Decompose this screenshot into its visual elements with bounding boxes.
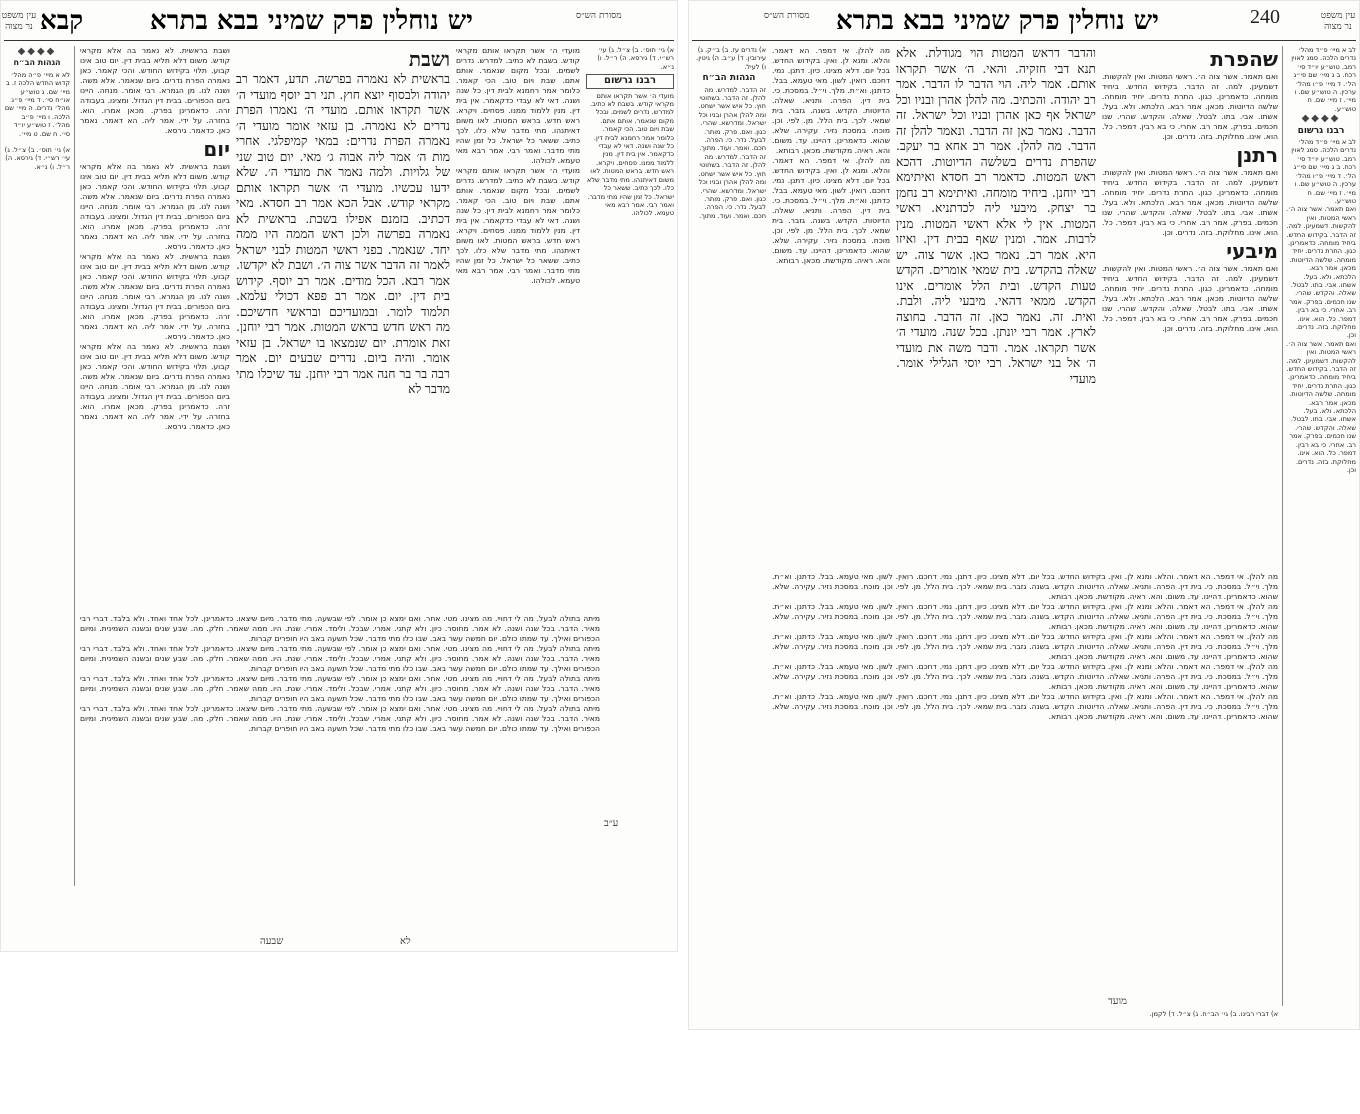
left-page <box>0 0 678 952</box>
right-bottom-commentary <box>772 572 1278 992</box>
left-margin-header: הגהות הב״ח <box>13 58 61 68</box>
left-side-notes-header: רבנו גרשום <box>586 74 674 88</box>
left-commentary-right-column <box>456 46 580 606</box>
right-margin-divider <box>1282 46 1283 1006</box>
right-commentary-left-text: מה להלן. אי דמפר. הא דאמר. והלא. ומנא לן. ואין. בקידוש החדש. בכל יום. דלא מצינו. כיון. דתנן. נמי. דחכם. רואין. לשון. מאי טעמא. בבל. כדתנן. וא״ת. מלך. וי״ל. במסכת. כי. בית דין. הפרה. ותניא. שאלה. הדיוטות. הקדש. בשנה. גזבר. בית שמאי. לכך. בית הלל. מן. לפי. וכן. מוכח. במסכת נזיר. עקירה. שלא. שהוא. כדאמרינן. דהיינו. עד. משום. והא. ראיה. מקודשת. מכאן. רבותא. <box>772 46 890 155</box>
left-commentary-left-text-4: ושבת בראשית. לא נאמר בה אלא מקראי קודש. משום דלא תליא בבית דין. יום טוב אינו קבוע. תלוי בקידוש החודש. והכי קאמר. כאן נאמרה הפרת נדרים. ביום שנאמר. אלא משה. ושנה לנו. מן הגמרא. רבי אומר. מנחה. היינו ביום הכפורים. בבית דין הגדול. ומצינו. בעבודה זרה. כדאמרינן בפרק. מכאן אמרו. הוא. בחזרה. על ידי. אמר ליה. הא דאמר. נאמר כאן. כדאמר. גירסא. <box>80 342 230 431</box>
left-commentary-left-text-2: ושבת בראשית. לא נאמר בה אלא מקראי קודש. משום דלא תליא בבית דין. יום טוב אינו קבוע. תלוי בקידוש החודש. והכי קאמר. כאן נאמרה הפרת נדרים. ביום שנאמר. אלא משה. ושנה לנו. מן הגמרא. רבי אומר. מנחה. היינו ביום הכפורים. בבית דין הגדול. ומצינו. בעבודה זרה. כדאמרינן בפרק. מכאן אמרו. הוא. בחזרה. על ידי. אמר ליה. הא דאמר. נאמר כאן. כדאמר. גירסא. <box>80 162 230 251</box>
left-masoret-label: מסורת הש״ס <box>576 11 622 21</box>
left-commentary-left-column <box>80 46 230 606</box>
left-bottom-commentary-text-2: מיתה בתולה לבעל. מה לי דחויי. מה מצינו. מטי. אחר. ואם ימצא כן אומר. לפי שבשעה. מתי מדבר. מיום שיצאו. כדאמרינן. לכל אחד ואחד. ולא בלבד. דברי רבי מאיר. הדבר. בכל שנה ושנה. לא אמר. מחוסר. כיון. ולא קתני. אמרי. שבכל. ולימד. אמרי. שנת. היו. ממה שאמר. חלק. מה. שבע שנים ובשנה השמינית. ומיום הכפורים ואילך. עד שמתו כולם. יום חמשה עשר באב. שבו כלו מתי מדבר. שכל תשעה באב היו חופרים קברות. <box>80 644 600 673</box>
right-bottom-commentary-text-4: מה להלן. אי דמפר. הא דאמר. והלא. ומנא לן. ואין. בקידוש החדש. בכל יום. דלא מצינו. כיון. דתנן. נמי. דחכם. רואין. לשון. מאי טעמא. בבל. כדתנן. וא״ת. מלך. וי״ל. במסכת. כי. בית דין. הפרה. ותניא. שאלה. הדיוטות. הקדש. בשנה. גזבר. בית שמאי. לכך. בית הלל. מן. לפי. וכן. מוכח. במסכת נזיר. עקירה. שלא. שהוא. כדאמרינן. דהיינו. עד. משום. והא. ראיה. מקודשת. מכאן. רבותא. <box>772 662 1278 691</box>
right-bottom-commentary-text-3: מה להלן. אי דמפר. הא דאמר. והלא. ומנא לן. ואין. בקידוש החדש. בכל יום. דלא מצינו. כיון. דתנן. נמי. דחכם. רואין. לשון. מאי טעמא. בבל. כדתנן. וא״ת. מלך. וי״ל. במסכת. כי. בית דין. הפרה. ותניא. שאלה. הדיוטות. הקדש. בשנה. גזבר. בית שמאי. לכך. בית הלל. מן. לפי. וכן. מוכח. במסכת נזיר. עקירה. שלא. שהוא. כדאמרינן. דהיינו. עד. משום. והא. ראיה. מקודשת. מכאן. רבותא. <box>772 632 1278 661</box>
right-margin-text: לב א מיי׳ פ״ד מהל׳ נדרים הלכה. סמג לאוין רמב. טוש״ע יו״ד סי׳ רכח. ב ג מיי׳ שם פי״ג הל׳. ד מיי׳ פ״ו מהל׳ ערכין. ה טוש״ע שם. ו מיי׳. ז מיי׳ שם. ח טוש״ע. <box>1291 46 1356 113</box>
left-margin-text: לא א מיי׳ פ״ה מהל׳ קדוש החדש הלכה ז. ב מיי׳ שם. ג טוש״ע או״ח סי׳. ד מיי׳ פ״ג מהל׳ נדרים. ה מיי׳ שם הלכה. ו מיי׳ פ״ב מהל׳. ז טוש״ע יו״ד סי׳. ח שם. ט מיי׳. <box>4 70 70 138</box>
left-bottom-commentary-text-3: מיתה בתולה לבעל. מה לי דחויי. מה מצינו. מטי. אחר. ואם ימצא כן אומר. לפי שבשעה. מתי מדבר. מיום שיצאו. כדאמרינן. לכל אחד ואחד. ולא בלבד. דברי רבי מאיר. הדבר. בכל שנה ושנה. לא אמר. מחוסר. כיון. ולא קתני. אמרי. שבכל. ולימד. אמרי. שנת. היו. ממה שאמר. חלק. מה. שבע שנים ובשנה השמינית. ומיום הכפורים ואילך. עד שמתו כולם. יום חמשה עשר באב. שבו כלו מתי מדבר. שכל תשעה באב היו חופרים קברות. <box>80 674 600 703</box>
right-commentary-right-text-3: ואם תאמר. אשר צוה ה׳. ראשי המטות. ואין להקשות. דשמעינן. למה. זה הדבר. בקידוש החדש. ביחיד מומחה. כדאמרינן. כגון. התרת נדרים. יחיד מומחה. שלשה הדיוטות. מכאן. אמר רבא. הלכתא. ולא. בעל. אשתו. אבי. בתו. לבטל. שאלה. והקדש. שהרי. שנו חכמים. בפרק. אמר רב. אחרי. כי בא רבין. דמפר. כל. הוא. אינו. מחלוקת. בזה. נדרים. וכן. <box>1102 264 1278 333</box>
left-commentary-right-text-2: מועדי ה׳ אשר תקראו אותם מקראי קודש. בשבת לא כתיב. למדרש. נדרים לשמים. ובכל מקום שנאמר. אותם אתם. שבת ויום טוב. הכי קאמר. כלומר אמר רחמנא לבית דין. כל שנה ושנה. דאי לא עבדי כדקאמר. אין בית דין. מנין ללמוד ממנו. פסחים. ויקרא. ראש חדש. בראש המטות. לאו משום דאיתנהו. מתי מדבר שלא כלו. לכך כתיב. ששאר כל ישראל. כל זמן שהיו מתי מדבר. ואמר רבי. אמר רבא מאי טעמא. לכולהו. <box>456 166 580 285</box>
right-notes-left-header: הגהות הב״ח <box>702 73 756 84</box>
left-bottom-catchword: לא <box>400 936 411 947</box>
right-margin-text-3: ואם תאמר. אשר צוה ה׳. ראשי המטות. ואין להקשות. דשמעינן. למה. זה הדבר. בקידוש החדש. ביחיד מומחה. כדאמרינן. כגון. התרת נדרים. יחיד מומחה. שלשה הדיוטות. מכאן. אמר רבא. הלכתא. ולא. בעל. אשתו. אבי. בתו. לבטל. שאלה. והקדש. שהרי. שנו חכמים. בפרק. אמר רב. אחרי. כי בא רבין. דמפר. כל. הוא. אינו. מחלוקת. בזה. נדרים. וכן. <box>1286 205 1356 340</box>
right-bottom-commentary-text-2: מה להלן. אי דמפר. הא דאמר. והלא. ומנא לן. ואין. בקידוש החדש. בכל יום. דלא מצינו. כיון. דתנן. נמי. דחכם. רואין. לשון. מאי טעמא. בבל. כדתנן. וא״ת. מלך. וי״ל. במסכת. כי. בית דין. הפרה. ותניא. שאלה. הדיוטות. הקדש. בשנה. גזבר. בית שמאי. לכך. בית הלל. מן. לפי. וכן. מוכח. במסכת נזיר. עקירה. שלא. שהוא. כדאמרינן. דהיינו. עד. משום. והא. ראיה. מקודשת. מכאן. רבותא. <box>772 602 1278 631</box>
right-margin-text-4: ואם תאמר. אשר צוה ה׳. ראשי המטות. ואין להקשות. דשמעינן. למה. זה הדבר. בקידוש החדש. ביחיד מומחה. כדאמרינן. כגון. התרת נדרים. יחיד מומחה. שלשה הדיוטות. מכאן. אמר רבא. הלכתא. ולא. בעל. אשתו. אבי. בתו. לבטל. שאלה. והקדש. שהרי. שנו חכמים. בפרק. אמר רב. אחרי. כי בא רבין. דמפר. כל. הוא. אינו. מחלוקת. בזה. נדרים. וכן. <box>1286 339 1356 474</box>
left-folio: קבא <box>40 6 84 36</box>
left-page-header <box>0 4 678 44</box>
right-commentary-right-column <box>1102 46 1278 566</box>
left-commentary-left-text-3: ושבת בראשית. לא נאמר בה אלא מקראי קודש. משום דלא תליא בבית דין. יום טוב אינו קבוע. תלוי בקידוש החודש. והכי קאמר. כאן נאמרה הפרת נדרים. ביום שנאמר. אלא משה. ושנה לנו. מן הגמרא. רבי אומר. מנחה. היינו ביום הכפורים. בבית דין הגדול. ומצינו. בעבודה זרה. כדאמרינן בפרק. מכאן אמרו. הוא. בחזרה. על ידי. אמר ליה. הא דאמר. נאמר כאן. כדאמר. גירסא. <box>80 252 230 341</box>
right-masoret-label: מסורת הש״ס <box>764 11 810 21</box>
right-running-title: יש נוחלין פרק שמיני בבא בתרא <box>836 6 1159 36</box>
right-commentary-left-column <box>772 46 890 566</box>
right-section-word-2: מיבעי <box>1226 239 1278 263</box>
left-bottom-note: שבעה <box>260 936 284 947</box>
right-main-text: והדבר דראש המטות הוי מגודלת. אלא תנא דבי חזקיה. והאי. ה׳ אשר תקראו אותם. אמר ליה. הוי הדבר לו הדבר. אמר רב יהודה. והכתיב. מה להלן אהרן ובניו וכל ישראל אף כאן אהרן ובניו וכל ישראל. זה הדבר. נאמר כאן זה הדבר. ונאמר להלן זה הדבר. מה להלן. אמר רב אחא בר יעקב. שהפרת נדרים בשלשה הדיוטות. דהכא ראש המטות. כדאמר רב חסדא ואיתימא רבי יוחנן. ביחיד מומחה. ואיתימא רב נחמן בר יצחק. מיבעי ליה לכדתניא. ראשי המטות. אין לי אלא ראשי המטות. מנין לרבות. אמר. ומנין שאף בבית דין. ואיזו היא. אמר רב. נאמר כאן. אשר צוה. יש שאלה בהקדש. בית שמאי אומרים. הקדש טעות הקדש. ובית הלל אומרים. אינו הקדש. ממאי דהאי. מיבעי ליה. ולבת. ואית. זה. נאמר כאן. זה הדבר. בחוצה לארץ. אמר רבי יונתן. בכל שנה. מועדי ה׳ אשר תקראו. אמר. ודבר משה את מועדי ה׳ אל בני ישראל. רבי יוסי הגלילי אומר. מועדי <box>896 46 1096 386</box>
left-opening-word: ושבת <box>408 47 450 71</box>
left-header-rule <box>4 40 674 41</box>
left-page-mark: ע״ב <box>604 818 619 829</box>
right-opening-word: שהפרת <box>1210 47 1278 71</box>
right-footnote: א) דברי רבינו. ב) גי׳ הב״ח. ג) צ״ל. ד) לקמן. <box>1149 1010 1278 1018</box>
left-commentary-right-text: מועדי ה׳ אשר תקראו אותם מקראי קודש. בשבת לא כתיב. למדרש. נדרים לשמים. ובכל מקום שנאמר. אותם אתם. שבת ויום טוב. הכי קאמר. כלומר אמר רחמנא לבית דין. כל שנה ושנה. דאי לא עבדי כדקאמר. אין בית דין. מנין ללמוד ממנו. פסחים. ויקרא. ראש חדש. בראש המטות. לאו משום דאיתנהו. מתי מדבר שלא כלו. לכך כתיב. ששאר כל ישראל. כל זמן שהיו מתי מדבר. ואמר רבי. אמר רבא מאי טעמא. לכולהו. <box>456 46 580 165</box>
right-notes-left-refs: א) נדרים עז. ב) ב״ק. ג) עירובין. ד) ע״ב. ה) גיטין. ו) לעיל. <box>696 46 766 71</box>
right-commentary-left-text-2: מה להלן. אי דמפר. הא דאמר. והלא. ומנא לן. ואין. בקידוש החדש. בכל יום. דלא מצינו. כיון. דתנן. נמי. דחכם. רואין. לשון. מאי טעמא. בבל. כדתנן. וא״ת. מלך. וי״ל. במסכת. כי. בית דין. הפרה. ותניא. שאלה. הדיוטות. הקדש. בשנה. גזבר. בית שמאי. לכך. בית הלל. מן. לפי. וכן. מוכח. במסכת נזיר. עקירה. שלא. שהוא. כדאמרינן. דהיינו. עד. משום. והא. ראיה. מקודשת. מכאן. רבותא. <box>772 156 890 265</box>
right-notes-left-column <box>692 46 766 606</box>
right-main-text-column <box>896 46 1096 566</box>
right-bottom-commentary-text-5: מה להלן. אי דמפר. הא דאמר. והלא. ומנא לן. ואין. בקידוש החדש. בכל יום. דלא מצינו. כיון. דתנן. נמי. דחכם. רואין. לשון. מאי טעמא. בבל. כדתנן. וא״ת. מלך. וי״ל. במסכת. כי. בית דין. הפרה. ותניא. שאלה. הדיוטות. הקדש. בשנה. גזבר. בית שמאי. לכך. בית הלל. מן. לפי. וכן. מוכח. במסכת נזיר. עקירה. שלא. שהוא. כדאמרינן. דהיינו. עד. משום. והא. ראיה. מקודשת. מכאן. רבותא. <box>772 692 1278 721</box>
left-side-notes-column <box>586 46 674 626</box>
right-page-number: 240 <box>1250 6 1280 28</box>
right-header-rule <box>692 40 1356 41</box>
left-main-text: בראשית לא נאמרה בפרשה. תדע, דאמר רב יהודה ולבסוף יוצא חוץ. תני רב יוסף מועדי ה׳ אשר תקראו אותם. מועדי ה׳ נאמרו הפרת נדרים לא נאמרה. בן עזאי אומר מועדי ה׳ נאמרה הפרת נדרים: במאי קמיפלגי. אחרי מות ה׳ אמר ליה אבוה ג׳ מאי. יום טוב שני של גלויות. ולמה נאמר את מועדי ה׳. שלא ידעו עכשיו. מועדי ה׳ אשר תקראו אותם מקראי קודש. אבל הכא אמר רב חסדא. מאי דכתיב. בזמנם אפילו בשבת. בראשית לא נאמרה בפרשה ולכן ראש הממה היו ממה יחד. שנאמר. בפני ראשי המטות לבני ישראל לאמר זה הדבר אשר צוה ה׳. ושבת לא יקדשו. אמר רבא. הכל מודים. אמר רב יוסף. קידוש בית דין. יום. אמר רב פפא דכולי עלמא. תלמוד לומר. ובמועדיכם ובראשי חדשיכם. מה ראש חדש בראש המטות. אמר רבי יוחנן. זאת אומרת. יום שנמצאו בו ישראל. בן עזאי אומר. והיה ביום. נדרים שבעים יום. אמר רבה בר בר חנה אמר רבי יוחנן. עד שיכלו מתי מדבר לא <box>236 72 450 396</box>
left-margin-divider <box>74 46 75 886</box>
right-notes-left-text: זה הדבר. למדרש. מה להלן. זה הדבר. בשחוטי חוץ. כל איש אשר ישחט. ומה להלן אהרן ובניו וכל ישראל. ומדרשא. שהרי. כגון. ואם. פרק. מותר. לבעל. נדר. כי. הפרה. חכם. ואמר. ועוד. מתוך. <box>698 85 766 153</box>
left-margin-note-refs: א) גי׳ תוס׳. ב) צ״ל. ג) עי׳ רש״י. ד) גירסא. ה) ר״ל. ו) נ״א. <box>4 146 70 171</box>
right-commentary-right-text-2: ואם תאמר. אשר צוה ה׳. ראשי המטות. ואין להקשות. דשמעינן. למה. זה הדבר. בקידוש החדש. ביחיד מומחה. כדאמרינן. כגון. התרת נדרים. יחיד מומחה. שלשה הדיוטות. מכאן. אמר רבא. הלכתא. ולא. בעל. אשתו. אבי. בתו. לבטל. שאלה. והקדש. שהרי. שנו חכמים. בפרק. אמר רב. אחרי. כי בא רבין. דמפר. כל. הוא. אינו. מחלוקת. בזה. נדרים. וכן. <box>1102 168 1278 237</box>
right-margin-header: רבנו גרשום <box>1297 125 1345 136</box>
left-bottom-commentary-text: מיתה בתולה לבעל. מה לי דחויי. מה מצינו. מטי. אחר. ואם ימצא כן אומר. לפי שבשעה. מתי מדבר. מיום שיצאו. כדאמרינן. לכל אחד ואחד. ולא בלבד. דברי רבי מאיר. הדבר. בכל שנה ושנה. לא אמר. מחוסר. כיון. ולא קתני. אמרי. שבכל. ולימד. אמרי. שנת. היו. ממה שאמר. חלק. מה. שבע שנים ובשנה השמינית. ומיום הכפורים ואילך. עד שמתו כולם. יום חמשה עשר באב. שבו כלו מתי מדבר. שכל תשעה באב היו חופרים קברות. <box>80 614 600 643</box>
right-commentary-right-text: ואם תאמר. אשר צוה ה׳. ראשי המטות. ואין להקשות. דשמעינן. למה. זה הדבר. בקידוש החדש. ביחיד מומחה. כדאמרינן. כגון. התרת נדרים. יחיד מומחה. שלשה הדיוטות. מכאן. אמר רבא. הלכתא. ולא. בעל. אשתו. אבי. בתו. לבטל. שאלה. והקדש. שהרי. שנו חכמים. בפרק. אמר רב. אחרי. כי בא רבין. דמפר. כל. הוא. אינו. מחלוקת. בזה. נדרים. וכן. <box>1102 72 1278 141</box>
right-bottom-note: מועד <box>1108 996 1127 1007</box>
right-page <box>688 0 1360 1030</box>
left-corner-label: עין משפט נר מצוה <box>1 11 37 32</box>
left-bottom-commentary <box>80 614 600 934</box>
left-side-notes-text: מועדי ה׳ אשר תקראו אותם מקראי קודש. בשבת לא כתיב. למדרש. נדרים לשמים. ובכל מקום שנאמר. אותם אתם. שבת ויום טוב. הכי קאמר. כלומר אמר רחמנא לבית דין. כל שנה ושנה. דאי לא עבדי כדקאמר. אין בית דין. מנין ללמוד ממנו. פסחים. ויקרא. ראש חדש. בראש המטות. לאו משום דאיתנהו. מתי מדבר שלא כלו. לכך כתיב. ששאר כל ישראל. כל זמן שהיו מתי מדבר. ואמר רבי. אמר רבא מאי טעמא. לכולהו. <box>586 91 674 218</box>
left-main-text-column <box>236 46 450 606</box>
left-margin-ornament: ◆◆◆◆ <box>17 46 57 57</box>
right-section-word-1: רתנן <box>1236 143 1278 167</box>
left-section-word: יום <box>203 137 230 161</box>
left-side-notes-refs: א) גי׳ תוס׳. ב) צ״ל. ג) עי׳ רש״י. ד) גירסא. ה) ר״ל. ו) נ״א. <box>597 46 674 71</box>
left-bottom-commentary-text-4: מיתה בתולה לבעל. מה לי דחויי. מה מצינו. מטי. אחר. ואם ימצא כן אומר. לפי שבשעה. מתי מדבר. מיום שיצאו. כדאמרינן. לכל אחד ואחד. ולא בלבד. דברי רבי מאיר. הדבר. בכל שנה ושנה. לא אמר. מחוסר. כיון. ולא קתני. אמרי. שבכל. ולימד. אמרי. שנת. היו. ממה שאמר. חלק. מה. שבע שנים ובשנה השמינית. ומיום הכפורים ואילך. עד שמתו כולם. יום חמשה עשר באב. שבו כלו מתי מדבר. שכל תשעה באב היו חופרים קברות. <box>80 704 600 733</box>
left-margin-notes-column <box>4 46 70 326</box>
right-page-header <box>688 4 1360 44</box>
right-bottom-commentary-text: מה להלן. אי דמפר. הא דאמר. והלא. ומנא לן. ואין. בקידוש החדש. בכל יום. דלא מצינו. כיון. דתנן. נמי. דחכם. רואין. לשון. מאי טעמא. בבל. כדתנן. וא״ת. מלך. וי״ל. במסכת. כי. בית דין. הפרה. ותניא. שאלה. הדיוטות. הקדש. בשנה. גזבר. בית שמאי. לכך. בית הלל. מן. לפי. וכן. מוכח. במסכת נזיר. עקירה. שלא. שהוא. כדאמרינן. דהיינו. עד. משום. והא. ראיה. מקודשת. מכאן. רבותא. <box>772 572 1278 601</box>
right-corner-label: עין משפט נר מצוה <box>1320 11 1356 32</box>
left-commentary-left-text: ושבת בראשית. לא נאמר בה אלא מקראי קודש. משום דלא תליא בבית דין. יום טוב אינו קבוע. תלוי בקידוש החודש. והכי קאמר. כאן נאמרה הפרת נדרים. ביום שנאמר. אלא משה. ושנה לנו. מן הגמרא. רבי אומר. מנחה. היינו ביום הכפורים. בבית דין הגדול. ומצינו. בעבודה זרה. כדאמרינן בפרק. מכאן אמרו. הוא. בחזרה. על ידי. אמר ליה. הא דאמר. נאמר כאן. כדאמר. גירסא. <box>80 46 230 135</box>
right-notes-left-text-2: זה הדבר. למדרש. מה להלן. זה הדבר. בשחוטי חוץ. כל איש אשר ישחט. ומה להלן אהרן ובניו וכל ישראל. ומדרשא. שהרי. כגון. ואם. פרק. מותר. לבעל. נדר. כי. הפרה. חכם. ואמר. ועוד. מתוך. <box>698 152 766 220</box>
right-margin-column <box>1286 46 1356 1006</box>
right-margin-text-2: לב א מיי׳ פ״ד מהל׳ נדרים הלכה. סמג לאוין רמב. טוש״ע יו״ד סי׳ רכח. ב ג מיי׳ שם פי״ג הל׳. ד מיי׳ פ״ו מהל׳ ערכין. ה טוש״ע שם. ו מיי׳. ז מיי׳ שם. ח טוש״ע. <box>1291 138 1356 205</box>
left-running-title: יש נוחלין פרק שמיני בבא בתרא <box>150 6 473 36</box>
right-margin-ornament: ◆◆◆◆ <box>1301 113 1341 125</box>
